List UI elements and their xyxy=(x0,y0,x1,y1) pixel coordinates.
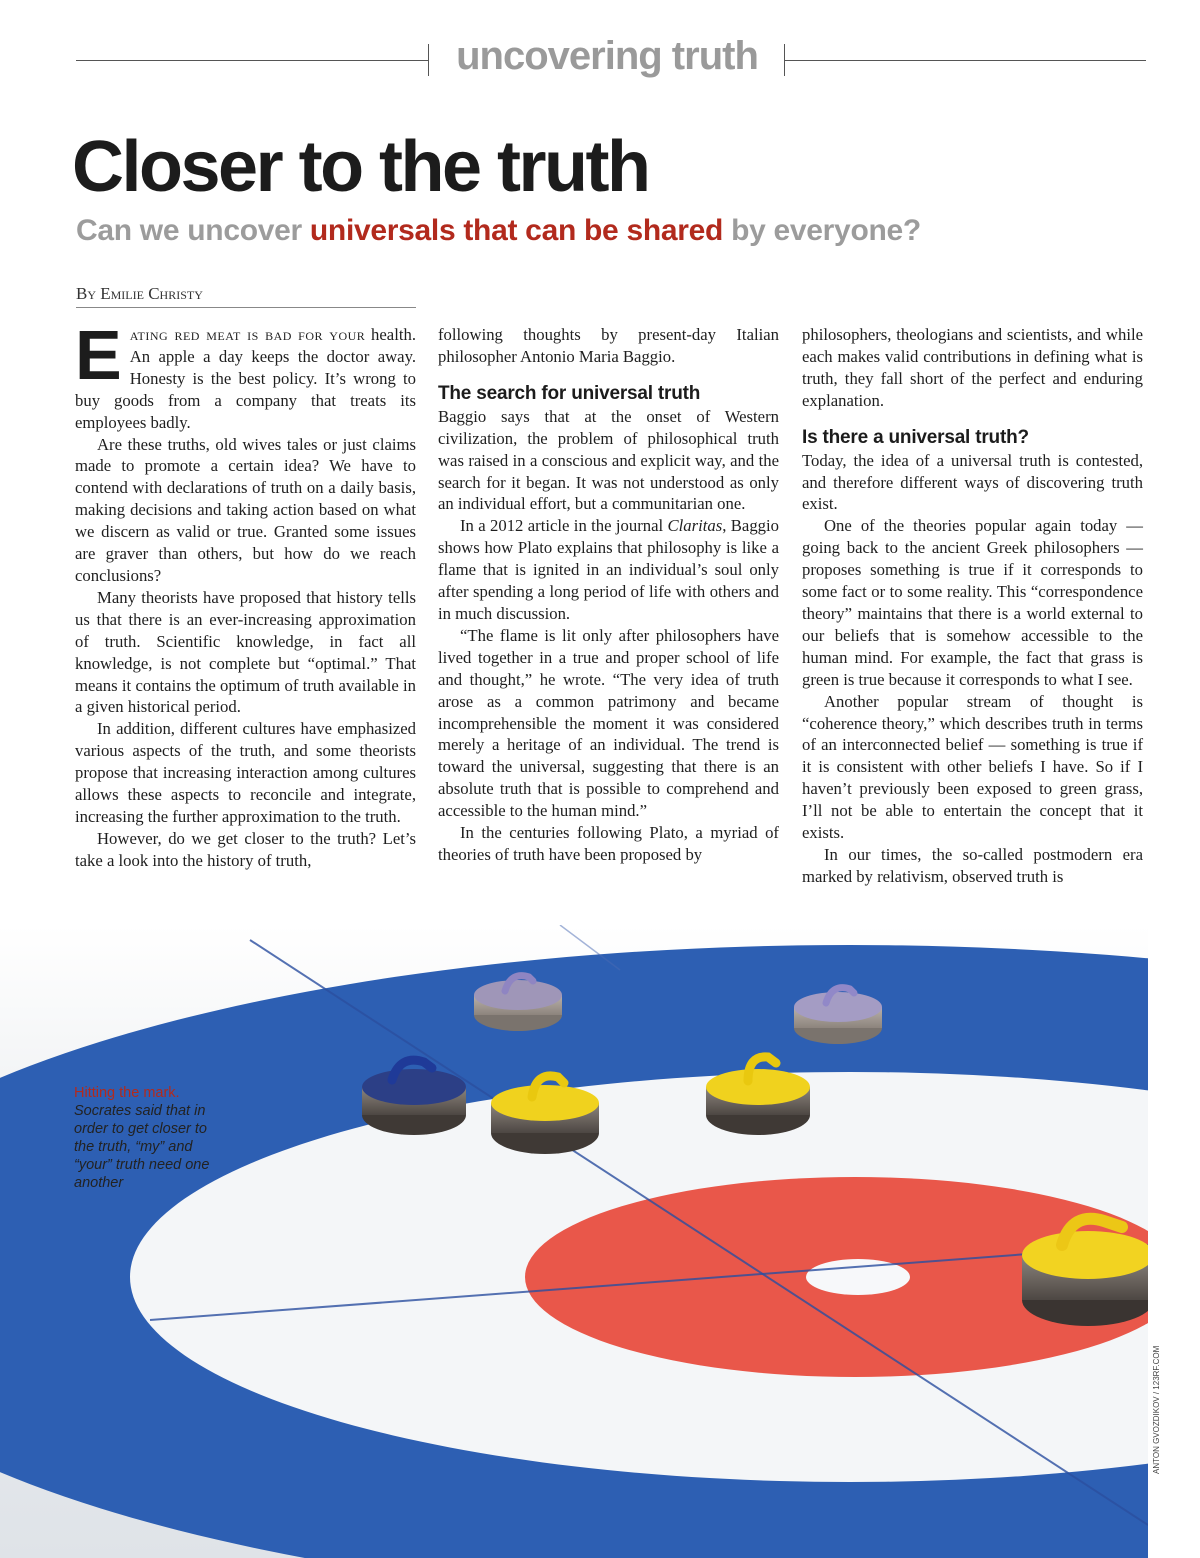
paragraph-text: , Baggio shows how Plato explains that philosophy is like a flame that is ignited in an individual’s soul only after spending a long period of life with others and in much discussion. xyxy=(438,516,779,623)
photo-caption xyxy=(74,1084,214,1192)
photo-credit xyxy=(1152,1345,1172,1494)
section-tick-left xyxy=(428,44,429,76)
drop-cap: E xyxy=(75,316,122,394)
headline: Closer to the truth xyxy=(72,127,649,207)
lead-in-caps: ating red meat is bad for your xyxy=(129,325,366,344)
paragraph xyxy=(438,515,779,625)
paragraph: philosophers, theologians and scientists, and while each makes valid contributions in defining what is truth, they fall short of the perfect and enduring explanation. xyxy=(802,325,1143,410)
curling-photo xyxy=(0,925,1148,1558)
article-column-2 xyxy=(438,324,779,866)
article-column-1 xyxy=(75,316,417,872)
paragraph: In the centuries following Plato, a myriad of theories of truth have been proposed by xyxy=(438,823,779,864)
paragraph: Today, the idea of a universal truth is contested, and therefore different ways of discovering truth exist. xyxy=(802,450,1143,514)
subhead-highlight: universals that can be shared xyxy=(309,214,724,247)
paragraph: In addition, different cultures have emphasized various aspects of the truth, and some theorists propose that increasing interaction among cultures allows these aspects to reconcile and integrate, increasing the further approximation to the truth. xyxy=(75,719,416,826)
subheading: Is there a universal truth? xyxy=(802,426,1029,448)
section-rule-left xyxy=(76,60,428,61)
paragraph: Baggio says that at the onset of Western civilization, the problem of philosophical truth was raised in a conscious and explicit way, and the search for it began. It was not understood as only an individual effort, but a communitarian one. xyxy=(438,406,779,514)
photo-credit-text: ANTON GVOZDIKOV / 123RF.COM xyxy=(1152,1345,1161,1474)
byline: By Emilie Christy xyxy=(76,284,416,308)
article-column-3 xyxy=(802,324,1143,888)
section-rule-right xyxy=(784,60,1146,61)
paragraph xyxy=(75,316,417,434)
subhead-end: by everyone? xyxy=(723,214,921,247)
paragraph: Many theorists have proposed that history tells us that there is an ever-increasing approximation of truth. Scientific knowledge, in fact all knowledge, is not complete but “optimal.” That means it contains the optimum of truth available in a given historical period. xyxy=(75,587,416,717)
paragraph-text: health. An apple a day keeps the doctor away. Honesty is the best policy. It’s wrong to buy goods from a company that treats its employees badly. xyxy=(75,325,417,432)
paragraph: “The flame is lit only after philosophers have lived together in a true and proper school of life and thought,” he wrote. “The very idea of truth arose as a common patrimony and became incomprehensible the moment it was considered merely a heritage of an individual. The trend is toward the universal, suggesting that there is an absolute truth that is possible to comprehend and accessible to the human mind.” xyxy=(438,625,779,821)
paragraph: In our times, the so-called postmodern era marked by relativism, observed truth is xyxy=(802,844,1143,886)
subhead-start: Can we uncover xyxy=(76,214,310,247)
paragraph: One of the theories popular again today — going back to the ancient Greek philosophers — proposes something is true if it corresponds to some fact or to some reality. This “correspondence theory” maintains that there is a world external to our beliefs that is somehow accessible to the human mind. For example, the fact that grass is green is true because it corresponds to what I see. xyxy=(802,516,1143,689)
paragraph: Are these truths, old wives tales or just claims made to promote a certain idea? We have to contend with declarations of truth on a daily basis, making decisions and taking action based on what we discern as valid or true. Granted some issues are graver than others, but how do we reach conclusions? xyxy=(75,434,416,585)
section-label: uncovering truth xyxy=(456,34,758,78)
journal-title: Claritas xyxy=(667,516,723,536)
paragraph-text: In a 2012 article in the journal xyxy=(460,516,668,536)
paragraph: following thoughts by present-day Italian philosopher Antonio Maria Baggio. xyxy=(438,325,779,366)
subheading: The search for universal truth xyxy=(438,382,701,404)
paragraph: Another popular stream of thought is “coherence theory,” which describes truth in terms of an interconnected belief — something is true if it is consistent with other beliefs I have. So if I haven’t previously been exposed to green grass, I’ll not be able to entertain the concept that it exists. xyxy=(802,691,1143,843)
caption-title: Hitting the mark. xyxy=(74,1085,180,1101)
paragraph: However, do we get closer to the truth? Let’s take a look into the history of truth, xyxy=(75,828,416,870)
caption-text: Socrates said that in order to get closer to the truth, “my” and “your” truth need one another xyxy=(74,1103,210,1191)
subhead xyxy=(76,214,921,248)
